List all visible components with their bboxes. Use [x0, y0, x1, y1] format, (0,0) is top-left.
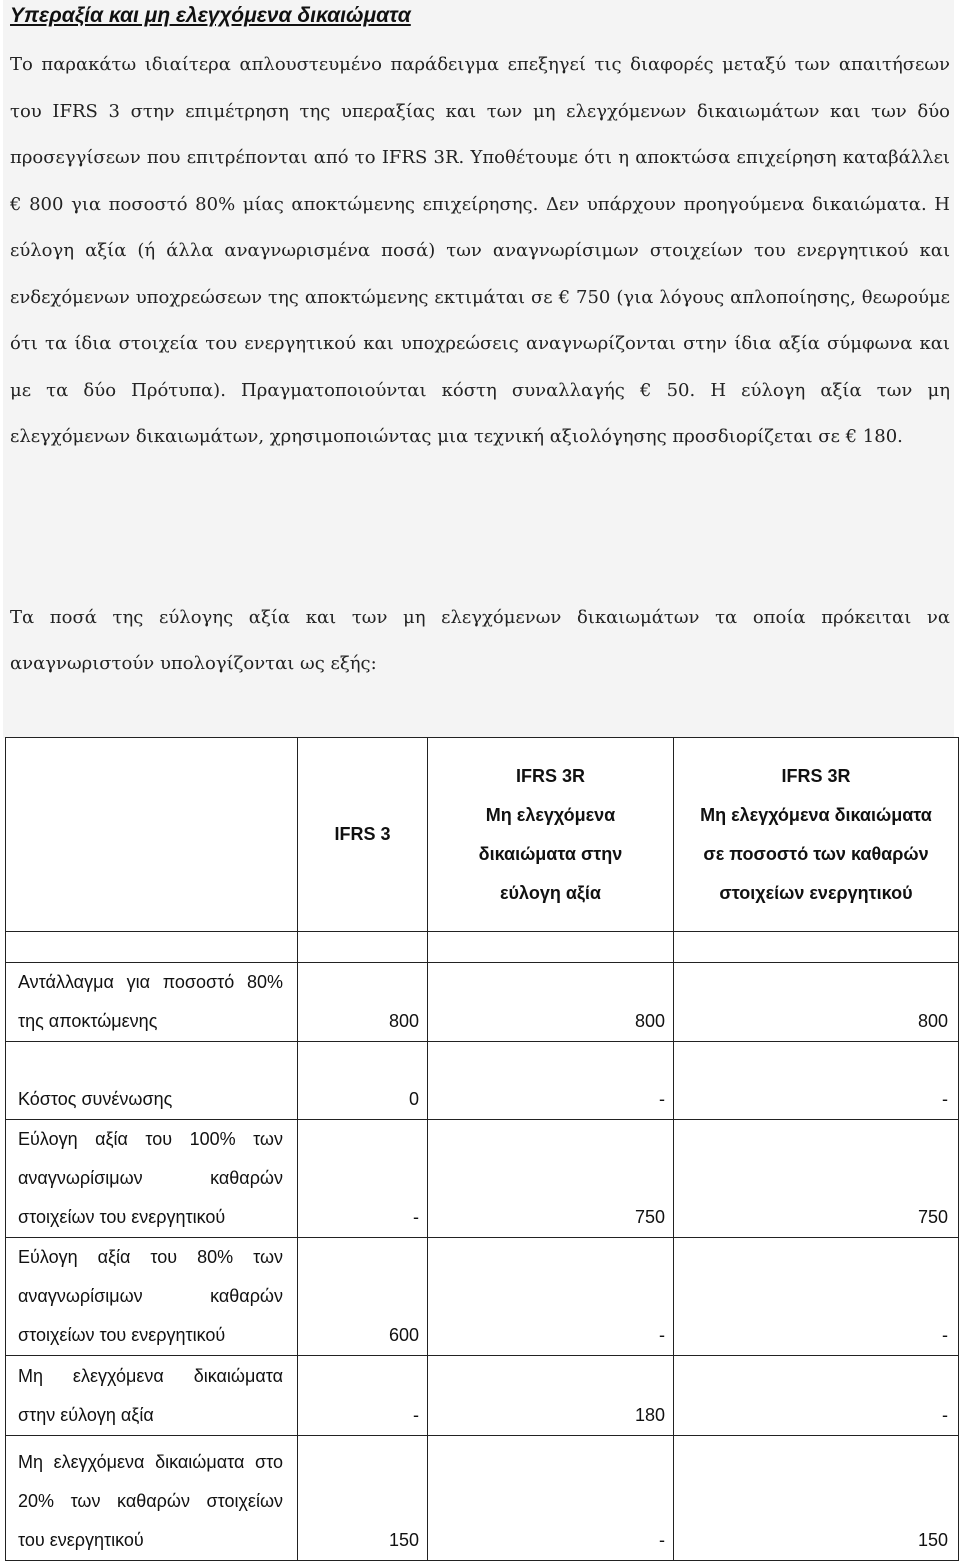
header-ifrs3r-net-assets	[674, 738, 959, 932]
row-label	[6, 1120, 298, 1238]
value-fair-value: 750	[428, 1120, 674, 1238]
label-line: στην εύλογη αξία	[18, 1405, 154, 1425]
label-line: αναγνωρίσιμων καθαρών	[18, 1286, 283, 1306]
value-net-assets: -	[674, 1238, 959, 1356]
header-line: δικαιώματα στην	[478, 843, 623, 864]
label-line: Εύλογη αξία του 80% των	[18, 1247, 283, 1267]
spacer-row	[6, 932, 959, 963]
header-line: στοιχείων ενεργητικού	[719, 882, 913, 903]
label-line: Εύλογη αξία του 100% των	[18, 1129, 283, 1149]
row-label	[6, 1238, 298, 1356]
row-label	[6, 1042, 298, 1120]
table-row	[6, 1238, 959, 1356]
value-fair-value: 800	[428, 963, 674, 1042]
label-line: αναγνωρίσιμων καθαρών	[18, 1168, 283, 1188]
row-label	[6, 963, 298, 1042]
table-row	[6, 1120, 959, 1238]
label-line: Αντάλλαγμα για ποσοστό 80%	[18, 972, 283, 992]
value-fair-value: -	[428, 1042, 674, 1120]
header-line: IFRS 3R	[781, 765, 851, 786]
value-net-assets: 150	[674, 1436, 959, 1561]
label-line: της αποκτώμενης	[18, 1011, 158, 1031]
header-line: Μη ελεγχόμενα δικαιώματα	[700, 804, 932, 825]
comparison-table	[5, 737, 959, 1561]
value-net-assets: 750	[674, 1120, 959, 1238]
row-label	[6, 1356, 298, 1436]
value-fair-value: 180	[428, 1356, 674, 1436]
value-net-assets: 800	[674, 963, 959, 1042]
value-ifrs3: -	[298, 1356, 428, 1436]
header-empty-cell	[6, 738, 298, 932]
table-row	[6, 1356, 959, 1436]
header-line: σε ποσοστό των καθαρών	[703, 843, 929, 864]
header-ifrs3r-fair-value	[428, 738, 674, 932]
table-row	[6, 1042, 959, 1120]
value-ifrs3: 800	[298, 963, 428, 1042]
label-line: Κόστος συνένωσης	[18, 1089, 173, 1109]
header-line: εύλογη αξία	[500, 882, 601, 903]
header-line: Μη ελεγχόμενα	[485, 804, 616, 825]
label-line: Μη ελεγχόμενα δικαιώματα	[18, 1366, 283, 1386]
value-ifrs3: 600	[298, 1238, 428, 1356]
value-fair-value: -	[428, 1238, 674, 1356]
value-ifrs3: 0	[298, 1042, 428, 1120]
value-ifrs3: 150	[298, 1436, 428, 1561]
value-net-assets: -	[674, 1042, 959, 1120]
label-line: του ενεργητικού	[18, 1530, 144, 1550]
table-row	[6, 1436, 959, 1561]
label-line: στοιχείων του ενεργητικού	[18, 1207, 226, 1227]
value-ifrs3: -	[298, 1120, 428, 1238]
section-heading: Υπεραξία και μη ελεγχόμενα δικαιώματα	[10, 4, 411, 27]
label-line: στοιχείων του ενεργητικού	[18, 1325, 226, 1345]
label-line: Μη ελεγχόμενα δικαιώματα στο	[18, 1452, 283, 1472]
calculation-paragraph: Τα ποσά της εύλογης αξία και των μη ελεγχόμενων δικαιωμάτων τα οποία πρόκειται να αναγνωριστούν υπολογίζονται ως εξής:	[10, 607, 950, 674]
intro-paragraph: Το παρακάτω ιδιαίτερα απλουστευμένο παράδειγμα επεξηγεί τις διαφορές μεταξύ των απαιτήσεων του IFRS 3 στην επιμέτρηση της υπεραξίας και των μη ελεγχόμενων δικαιωμάτων και των δύο προσεγγίσεων που επιτρέπονται από το IFRS 3R. Υποθέτουμε ότι η αποκτώσα επιχείρηση καταβάλλει € 800 για ποσοστό 80% μίας αποκτώμενης επιχείρησης. Δεν υπάρχουν προηγούμενα δικαιώματα. Η εύλογη αξία (ή άλλα αναγνωρισμένα ποσά) των αναγνωρίσιμων στοιχείων του ενεργητικού και ενδεχόμενων υποχρεώσεων της αποκτώμενης εκτιμάται σε € 750 (για λόγους απλοποίησης, θεωρούμε ότι τα ίδια στοιχεία του ενεργητικού και υποχρεώσεις αναγνωρίζονται στην ίδια αξία σύμφωνα και με τα δύο Πρότυπα). Πραγματοποιούνται κόστη συναλλαγής € 50. Η εύλογη αξία των μη ελεγχόμενων δικαιωμάτων, χρησιμοποιώντας μια τεχνική αξιολόγησης προσδιορίζεται σε € 180.	[10, 54, 950, 447]
table-header-row	[6, 738, 959, 932]
row-label	[6, 1436, 298, 1561]
label-line: 20% των καθαρών στοιχείων	[18, 1491, 283, 1511]
value-net-assets: -	[674, 1356, 959, 1436]
table-row	[6, 963, 959, 1042]
header-ifrs3: IFRS 3	[298, 738, 428, 932]
value-fair-value: -	[428, 1436, 674, 1561]
header-line: IFRS 3R	[515, 765, 585, 786]
